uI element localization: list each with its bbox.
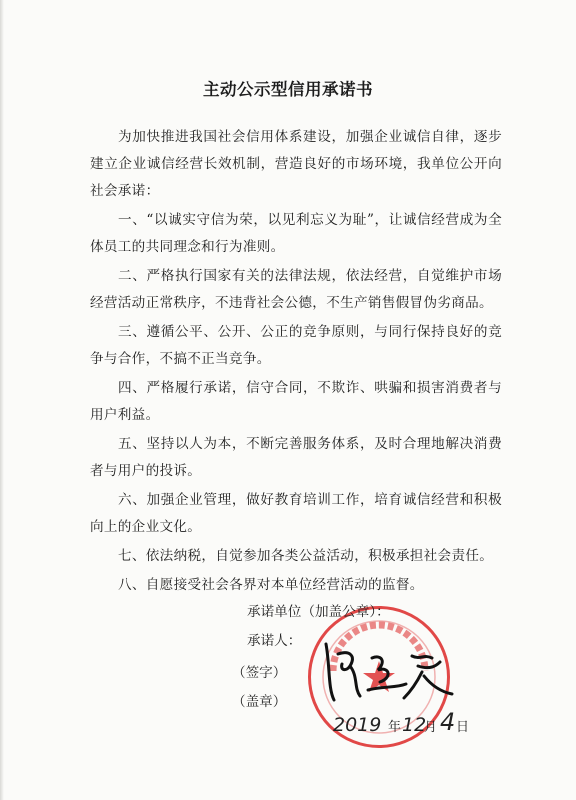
paragraph-1: 一、“以诚实守信为荣，以见利忘义为耻”，让诚信经营成为全体员工的共同理念和行为准则。 (90, 212, 502, 255)
date-day-char: 日 (456, 720, 470, 735)
document-body (90, 124, 502, 601)
date-day: 4 (440, 708, 456, 736)
signature-label: （签字） (232, 665, 287, 681)
handwritten-signature (320, 636, 460, 706)
paragraph-intro: 为加快推进我国社会信用体系建设，加强企业诚信自律，逐步建立企业诚信经营长效机制，营造良好的市场环境，我单位公开向社会承诺： (90, 129, 502, 199)
scan-edge (0, 0, 4, 800)
signing-unit-label: 承诺单位（加盖公章）： (247, 604, 390, 620)
date-year-char: 年 (388, 720, 402, 735)
paragraph-7: 七、依法纳税，自觉参加各类公益活动，积极承担社会责任。 (118, 548, 494, 564)
document-title: 主动公示型信用承诺书 (203, 80, 373, 99)
paragraph-3: 三、遵循公平、公开、公正的竞争原则，与同行保持良好的竞争与合作，不搞不正当竞争。 (90, 324, 502, 367)
paragraph-5: 五、坚持以人为本，不断完善服务体系，及时合理地解决消费者与用户的投诉。 (90, 436, 502, 479)
paragraph-4: 四、严格履行承诺，信守合同，不欺诈、哄骗和损害消费者与用户利益。 (90, 380, 502, 423)
date-year: 2019 (333, 714, 382, 736)
stamp-label: （盖章） (232, 694, 287, 710)
date-month: 12 (402, 714, 427, 736)
paragraph-2: 二、严格执行国家有关的法律法规，依法经营，自觉维护市场经营活动正常秩序，不违背社会公德，不生产销售假冒伪劣商品。 (90, 268, 502, 311)
promisor-label: 承诺人： (247, 633, 302, 649)
paragraph-6: 六、加强企业管理，做好教育培训工作，培育诚信经营和积极向上的企业文化。 (90, 492, 502, 535)
paragraph-8: 八、自愿接受社会各界对本单位经营活动的监督。 (118, 577, 424, 593)
date-month-char: 月 (424, 720, 438, 735)
